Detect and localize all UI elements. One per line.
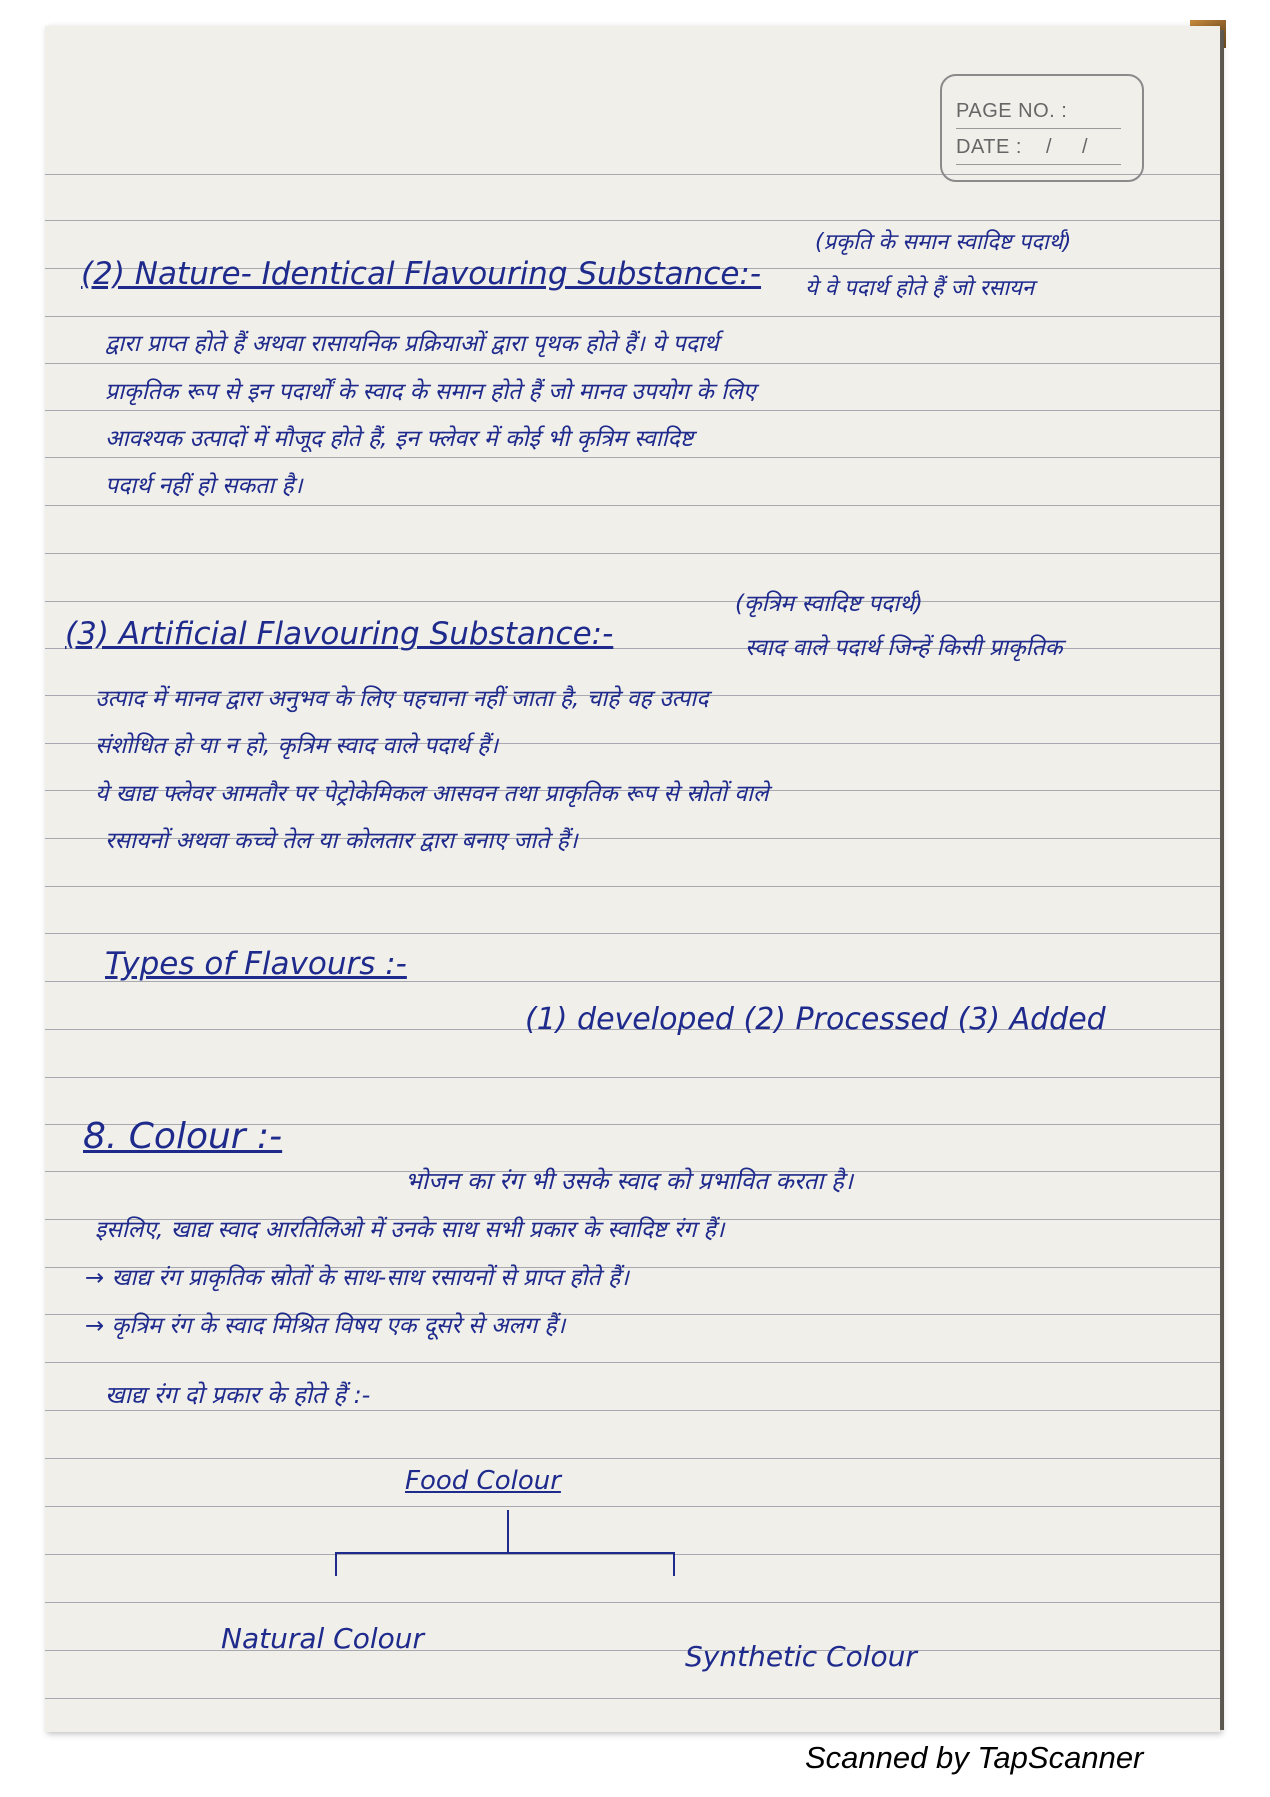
nature-identical-line: प्राकृतिक रूप से इन पदार्थों के स्वाद के समान होते हैं जो मानव उपयोग के लिए — [105, 379, 756, 405]
colour-line: → कृत्रिम रंग के स्वाद मिश्रित विषय एक दूसरे से अलग हैं। — [85, 1313, 566, 1339]
diagram-branch-line — [335, 1552, 675, 1554]
ruled-line — [45, 316, 1220, 317]
ruled-line — [45, 601, 1220, 602]
colour-line: भोजन का रंग भी उसके स्वाद को प्रभावित करता है। — [405, 1167, 854, 1195]
ruled-line — [45, 457, 1220, 458]
ruled-line — [45, 410, 1220, 411]
types-of-flavours-heading: Types of Flavours :- — [105, 946, 407, 982]
colour-line: → खाद्य रंग प्राकृतिक स्रोतों के साथ-साथ रसायनों से प्राप्त होते हैं। — [85, 1265, 629, 1291]
page-no-label: PAGE NO. : — [956, 100, 1068, 122]
diagram-root-label: Food Colour — [405, 1466, 561, 1496]
ruled-line — [45, 1602, 1220, 1603]
nature-identical-line: पदार्थ नहीं हो सकता है। — [105, 473, 303, 499]
ruled-line — [45, 220, 1220, 221]
diagram-right-drop-line — [673, 1552, 675, 1576]
ruled-line — [45, 886, 1220, 887]
ruled-line — [45, 505, 1220, 506]
types-of-flavours-list: (1) developed (2) Processed (3) Added — [525, 1002, 1106, 1037]
ruled-line — [45, 1554, 1220, 1555]
nature-identical-line: ये वे पदार्थ होते हैं जो रसायन — [805, 276, 1035, 301]
ruled-line — [45, 1458, 1220, 1459]
artificial-annotation: (कृत्रिम स्वादिष्ट पदार्थ) — [735, 591, 923, 617]
notebook-page — [45, 26, 1220, 1732]
ruled-line — [45, 1506, 1220, 1507]
nature-identical-annotation: (प्रकृति के समान स्वादिष्ट पदार्थ) — [815, 230, 1072, 255]
diagram-right-label: Synthetic Colour — [685, 1640, 917, 1673]
ruled-line — [45, 363, 1220, 364]
diagram-left-drop-line — [335, 1552, 337, 1576]
ruled-line — [45, 1698, 1220, 1699]
date-separator: / — [1046, 136, 1052, 158]
page-number-date-box — [940, 74, 1144, 182]
colour-line: खाद्य रंग दो प्रकार के होते हैं :- — [105, 1381, 371, 1409]
artificial-line: संशोधित हो या न हो, कृत्रिम स्वाद वाले पदार्थ हैं। — [95, 733, 499, 759]
ruled-line — [45, 553, 1220, 554]
diagram-left-label: Natural Colour — [221, 1622, 425, 1655]
diagram-stem-line — [507, 1510, 509, 1552]
artificial-heading: (3) Artificial Flavouring Substance:- — [65, 616, 614, 652]
ruled-line — [45, 1077, 1220, 1078]
artificial-line: स्वाद वाले पदार्थ जिन्हें किसी प्राकृतिक — [745, 635, 1063, 661]
date-underline — [956, 164, 1121, 165]
colour-heading: 8. Colour :- — [83, 1116, 283, 1157]
ruled-line — [45, 1362, 1220, 1363]
artificial-line: उत्पाद में मानव द्वारा अनुभव के लिए पहचाना नहीं जाता है, चाहे वह उत्पाद — [95, 686, 709, 712]
nature-identical-line: आवश्यक उत्पादों में मौजूद होते हैं, इन फ्लेवर में कोई भी कृत्रिम स्वादिष्ट — [105, 426, 694, 452]
artificial-line: रसायनों अथवा कच्चे तेल या कोलतार द्वारा बनाए जाते हैं। — [105, 828, 578, 854]
ruled-line — [45, 933, 1220, 934]
artificial-line: ये खाद्य फ्लेवर आमतौर पर पेट्रोकेमिकल आसवन तथा प्राकृतिक रूप से स्रोतों वाले — [95, 781, 769, 807]
nature-identical-line: द्वारा प्राप्त होते हैं अथवा रासायनिक प्रक्रियाओं द्वारा पृथक होते हैं। ये पदार्थ — [105, 331, 719, 357]
scanner-watermark: Scanned by TapScanner — [805, 1740, 1144, 1775]
nature-identical-heading: (2) Nature- Identical Flavouring Substance:- — [81, 256, 762, 292]
page-no-underline — [956, 128, 1121, 129]
colour-line: इसलिए, खाद्य स्वाद आरतिलिओ में उनके साथ सभी प्रकार के स्वादिष्ट रंग हैं। — [95, 1217, 725, 1243]
date-label: DATE : — [956, 136, 1022, 158]
date-separator: / — [1082, 136, 1088, 158]
